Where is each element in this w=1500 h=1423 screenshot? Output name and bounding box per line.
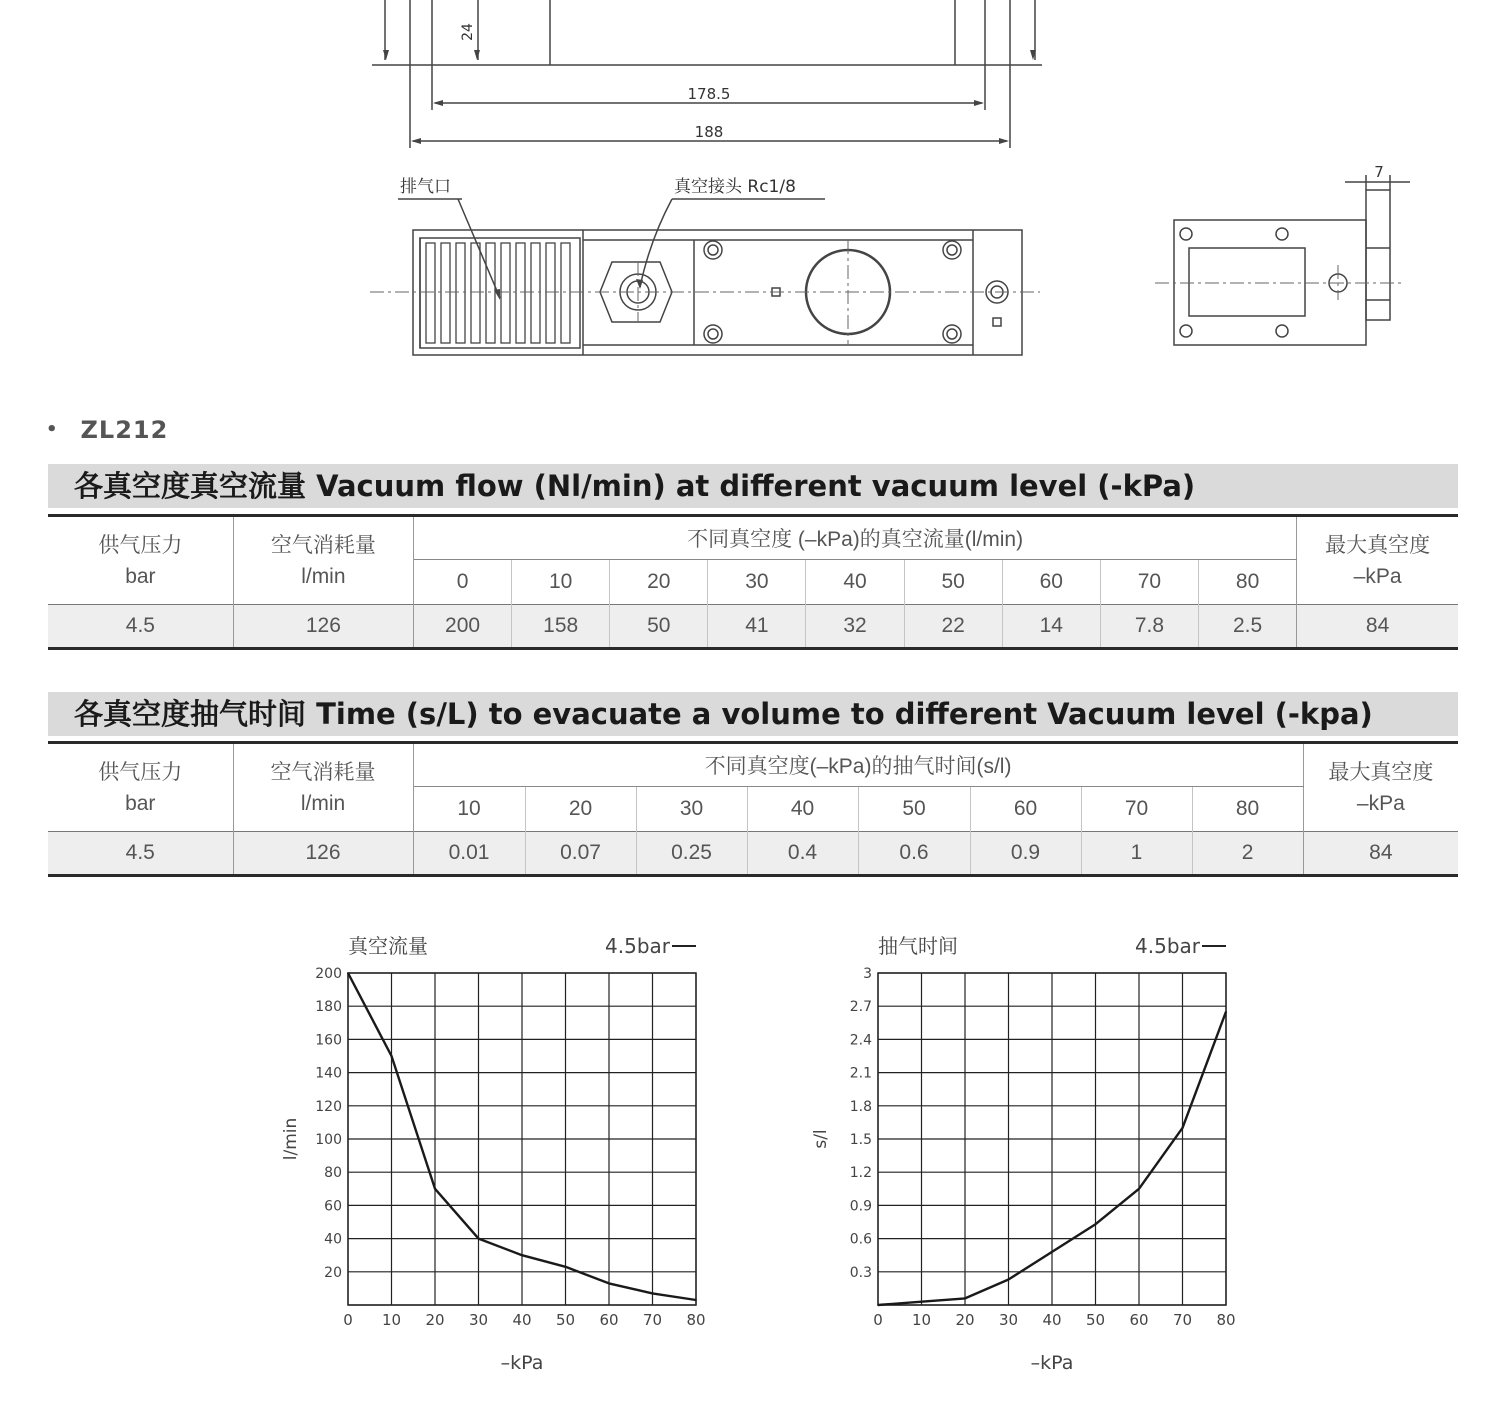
time-value: 0.9 (970, 832, 1081, 876)
y-tick-label: 1.8 (849, 1098, 872, 1115)
flow-group-header: 不同真空度 (–kPa)的真空流量(l/min) (413, 516, 1296, 560)
level-header: 20 (525, 787, 636, 832)
level-header: 40 (747, 787, 858, 832)
data-point (1138, 1188, 1140, 1190)
dim-188: 188 (694, 123, 724, 141)
table-row (48, 832, 1458, 876)
model-label (46, 416, 168, 444)
y-tick-label: 100 (315, 1132, 342, 1148)
x-tick-label: 0 (873, 1311, 883, 1329)
vacuum-flow-table (48, 514, 1458, 650)
max-vacuum-header: 最大真空度 –kPa (1328, 760, 1434, 815)
exhaust-port-label: 排气口 (400, 177, 451, 197)
level-header: 80 (1198, 560, 1296, 605)
flow-value: 50 (610, 605, 708, 649)
time-section-banner: 各真空度抽气时间 Time (s/L) to evacuate a volume to different Vacuum level (-kpa) (48, 692, 1458, 736)
data-point (877, 1304, 879, 1306)
flow-value: 32 (806, 605, 904, 649)
x-tick-label: 10 (911, 1311, 932, 1329)
y-tick-label: 2.4 (849, 1032, 872, 1049)
data-point (521, 1254, 523, 1256)
level-header: 40 (806, 560, 904, 605)
data-point (565, 1266, 567, 1268)
y-tick-label: 2.7 (849, 999, 872, 1016)
y-tick-label: 200 (315, 966, 342, 982)
vacuum-fitting-label: 真空接头 Rc1/8 (674, 177, 796, 197)
data-point (652, 1293, 654, 1295)
level-header: 60 (1002, 560, 1100, 605)
x-tick-label: 80 (686, 1311, 706, 1329)
flow-value: 158 (512, 605, 610, 649)
x-tick-label: 50 (555, 1311, 576, 1329)
level-header: 50 (858, 787, 970, 832)
vacuum-flow-chart (260, 925, 730, 1400)
data-point (1008, 1279, 1010, 1281)
level-header: 50 (904, 560, 1002, 605)
x-tick-label: 50 (1085, 1311, 1106, 1329)
x-tick-label: 30 (468, 1311, 489, 1329)
max-vacuum-value: 84 (1297, 605, 1458, 649)
level-header: 30 (708, 560, 806, 605)
data-point (347, 972, 349, 974)
data-point (1225, 1011, 1227, 1013)
y-tick-label: 1.5 (849, 1132, 872, 1148)
flow-value: 22 (904, 605, 1002, 649)
level-header: 60 (970, 787, 1081, 832)
level-header: 10 (413, 787, 525, 832)
y-axis-label: s/l (811, 1129, 831, 1149)
y-tick-label: 60 (324, 1198, 342, 1215)
dim-24: 24 (460, 23, 476, 41)
y-tick-label: 80 (324, 1165, 342, 1182)
flow-value: 41 (708, 605, 806, 649)
technical-drawing (0, 0, 1500, 400)
x-tick-label: 40 (1042, 1311, 1062, 1329)
data-point (695, 1299, 697, 1301)
legend-label: 4.5bar (1135, 934, 1200, 958)
x-tick-label: 30 (998, 1311, 1019, 1329)
table-row (48, 605, 1458, 649)
max-vacuum-value: 84 (1303, 832, 1458, 876)
x-tick-label: 80 (1216, 1311, 1236, 1329)
y-tick-label: 140 (315, 1065, 342, 1082)
x-tick-label: 40 (512, 1311, 532, 1329)
supply-pressure-header: 供气压力 bar (48, 743, 233, 832)
y-tick-label: 1.2 (849, 1165, 872, 1182)
x-tick-label: 0 (343, 1311, 353, 1329)
level-header: 30 (636, 787, 747, 832)
data-point (478, 1238, 480, 1240)
time-value: 2 (1192, 832, 1303, 876)
data-point (1095, 1223, 1097, 1225)
x-tick-label: 60 (1129, 1311, 1149, 1329)
x-tick-label: 70 (642, 1311, 663, 1329)
data-point (921, 1301, 923, 1303)
time-value: 0.01 (413, 832, 525, 876)
x-tick-label: 60 (599, 1311, 619, 1329)
flow-value: 200 (413, 605, 511, 649)
x-tick-label: 10 (381, 1311, 402, 1329)
y-tick-label: 0.3 (849, 1264, 872, 1281)
dim-7: 7 (1374, 163, 1384, 181)
supply-value: 4.5 (48, 605, 233, 649)
supply-pressure-header: 供气压力 bar (48, 516, 233, 605)
chart-title: 真空流量 (348, 934, 428, 958)
data-point (391, 1055, 393, 1057)
level-header: 70 (1081, 787, 1192, 832)
max-vacuum-header: 最大真空度 –kPa (1325, 533, 1431, 588)
model-name: ZL212 (80, 416, 169, 444)
supply-value: 4.5 (48, 832, 233, 876)
y-tick-label: 160 (315, 1032, 342, 1049)
level-header: 80 (1192, 787, 1303, 832)
level-header: 20 (610, 560, 708, 605)
air-value: 126 (233, 605, 413, 649)
y-tick-label: 0.9 (849, 1198, 872, 1215)
flow-value: 2.5 (1198, 605, 1296, 649)
time-value: 1 (1081, 832, 1192, 876)
flow-section-banner: 各真空度真空流量 Vacuum flow (Nl/min) at different vacuum level (-kPa) (48, 464, 1458, 508)
y-tick-label: 0.6 (849, 1231, 872, 1248)
y-tick-label: 180 (315, 999, 342, 1016)
x-tick-label: 20 (955, 1311, 975, 1329)
level-header: 10 (512, 560, 610, 605)
data-point (608, 1283, 610, 1285)
data-point (964, 1298, 966, 1300)
air-consumption-header: 空气消耗量 l/min (233, 516, 413, 605)
x-tick-label: 70 (1172, 1311, 1193, 1329)
air-value: 126 (233, 832, 413, 876)
time-value: 0.25 (636, 832, 747, 876)
y-tick-label: 2.1 (849, 1065, 872, 1082)
x-tick-label: 20 (425, 1311, 445, 1329)
y-tick-label: 20 (324, 1264, 342, 1281)
time-value: 0.4 (747, 832, 858, 876)
air-consumption-header: 空气消耗量 l/min (233, 743, 413, 832)
time-value: 0.6 (858, 832, 970, 876)
time-group-header: 不同真空度(–kPa)的抽气时间(s/l) (413, 743, 1303, 787)
flow-value: 7.8 (1100, 605, 1198, 649)
y-tick-label: 3 (863, 966, 872, 982)
x-axis-label: –kPa (1030, 1352, 1074, 1374)
chart-title: 抽气时间 (878, 934, 958, 958)
data-point (1182, 1127, 1184, 1129)
data-point (434, 1188, 436, 1190)
level-header: 70 (1100, 560, 1198, 605)
y-tick-label: 40 (324, 1231, 342, 1248)
dim-178-5: 178.5 (687, 85, 731, 103)
evacuation-time-table (48, 741, 1458, 877)
level-header: 0 (413, 560, 511, 605)
bullet-icon: • (46, 419, 59, 440)
y-tick-label: 120 (315, 1098, 342, 1115)
y-axis-label: l/min (281, 1117, 301, 1161)
flow-value: 14 (1002, 605, 1100, 649)
data-point (1051, 1251, 1053, 1253)
time-value: 0.07 (525, 832, 636, 876)
x-axis-label: –kPa (500, 1352, 544, 1374)
legend-label: 4.5bar (605, 934, 670, 958)
evacuation-time-chart (790, 925, 1260, 1400)
